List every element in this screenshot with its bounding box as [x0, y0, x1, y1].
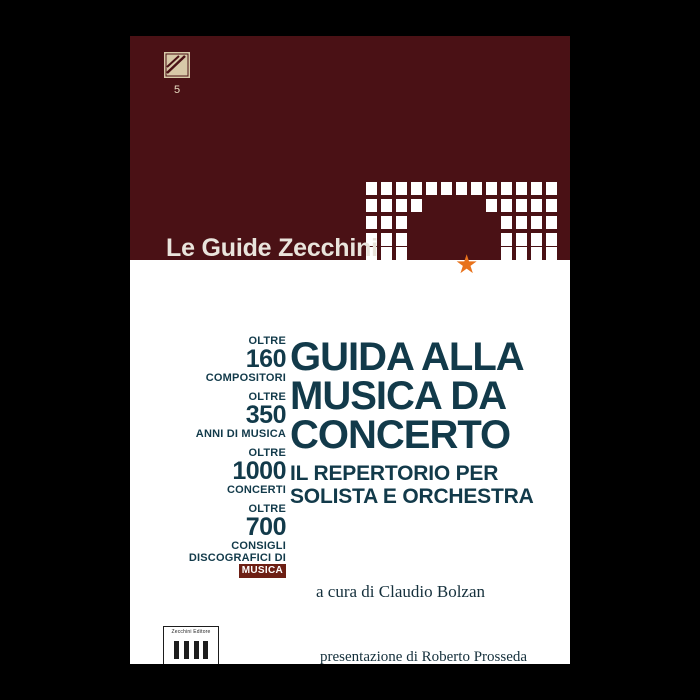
zecchini-logo-icon — [164, 52, 190, 78]
musica-tag: MUSICA — [239, 564, 286, 578]
cover-body — [130, 260, 570, 664]
stat-number: 160 — [245, 345, 286, 373]
stat-bottom-label: COMPOSITORI — [205, 372, 286, 384]
stat-bottom-label: CONSIGLI — [231, 540, 286, 552]
arch-decoration-icon — [362, 148, 570, 260]
book-subtitle — [290, 462, 560, 508]
stat-top-label: OLTRE — [248, 391, 286, 403]
publisher-name: Zecchini Editore — [171, 629, 211, 635]
publisher-bar — [174, 641, 179, 659]
presentation-credit: presentazione di Roberto Prosseda — [320, 649, 528, 664]
series-title: Le Guide Zecchini — [166, 234, 378, 262]
stat-item — [142, 503, 286, 578]
series-number: 5 — [173, 84, 181, 96]
stat-bottom-label: CONCERTI — [226, 484, 286, 496]
arch-decoration-glyph — [362, 148, 570, 260]
publisher-bar — [184, 641, 189, 659]
stat-bottom-label-2 — [142, 552, 286, 578]
stat-top-label: OLTRE — [248, 335, 286, 347]
stat-top-label: OLTRE — [248, 503, 286, 515]
publisher-bar — [203, 641, 208, 659]
publisher-bar — [194, 641, 199, 659]
title-line-2: MUSICA DA — [290, 374, 507, 418]
subtitle-line-1: IL REPERTORIO PER — [290, 462, 499, 485]
stat-bottom-label: ANNI DI MUSICA — [195, 428, 286, 440]
publisher-logo-icon — [163, 626, 219, 664]
stat-tail-prefix: DI — [274, 552, 286, 564]
stat-number: 1000 — [232, 457, 286, 485]
title-line-1: GUIDA ALLA — [290, 335, 524, 379]
curator-credit: a cura di Claudio Bolzan — [316, 582, 486, 601]
book-cover — [130, 36, 570, 664]
stat-number: 350 — [245, 401, 286, 429]
subtitle-line-2: SOLISTA E ORCHESTRA — [290, 485, 534, 508]
stat-top-label: OLTRE — [248, 447, 286, 459]
stat-item — [142, 447, 286, 496]
stat-item — [142, 335, 286, 384]
book-title — [290, 335, 560, 508]
title-line-3: CONCERTO — [290, 413, 511, 457]
stat-number: 700 — [245, 513, 286, 541]
zecchini-logo-glyph — [164, 52, 190, 78]
stat-bottom-label-2-text: DISCOGRAFICI — [188, 552, 272, 564]
stats-column — [142, 335, 286, 585]
star-icon: ★ — [455, 249, 479, 279]
publisher-bars-icon — [174, 641, 208, 659]
stat-item — [142, 391, 286, 440]
